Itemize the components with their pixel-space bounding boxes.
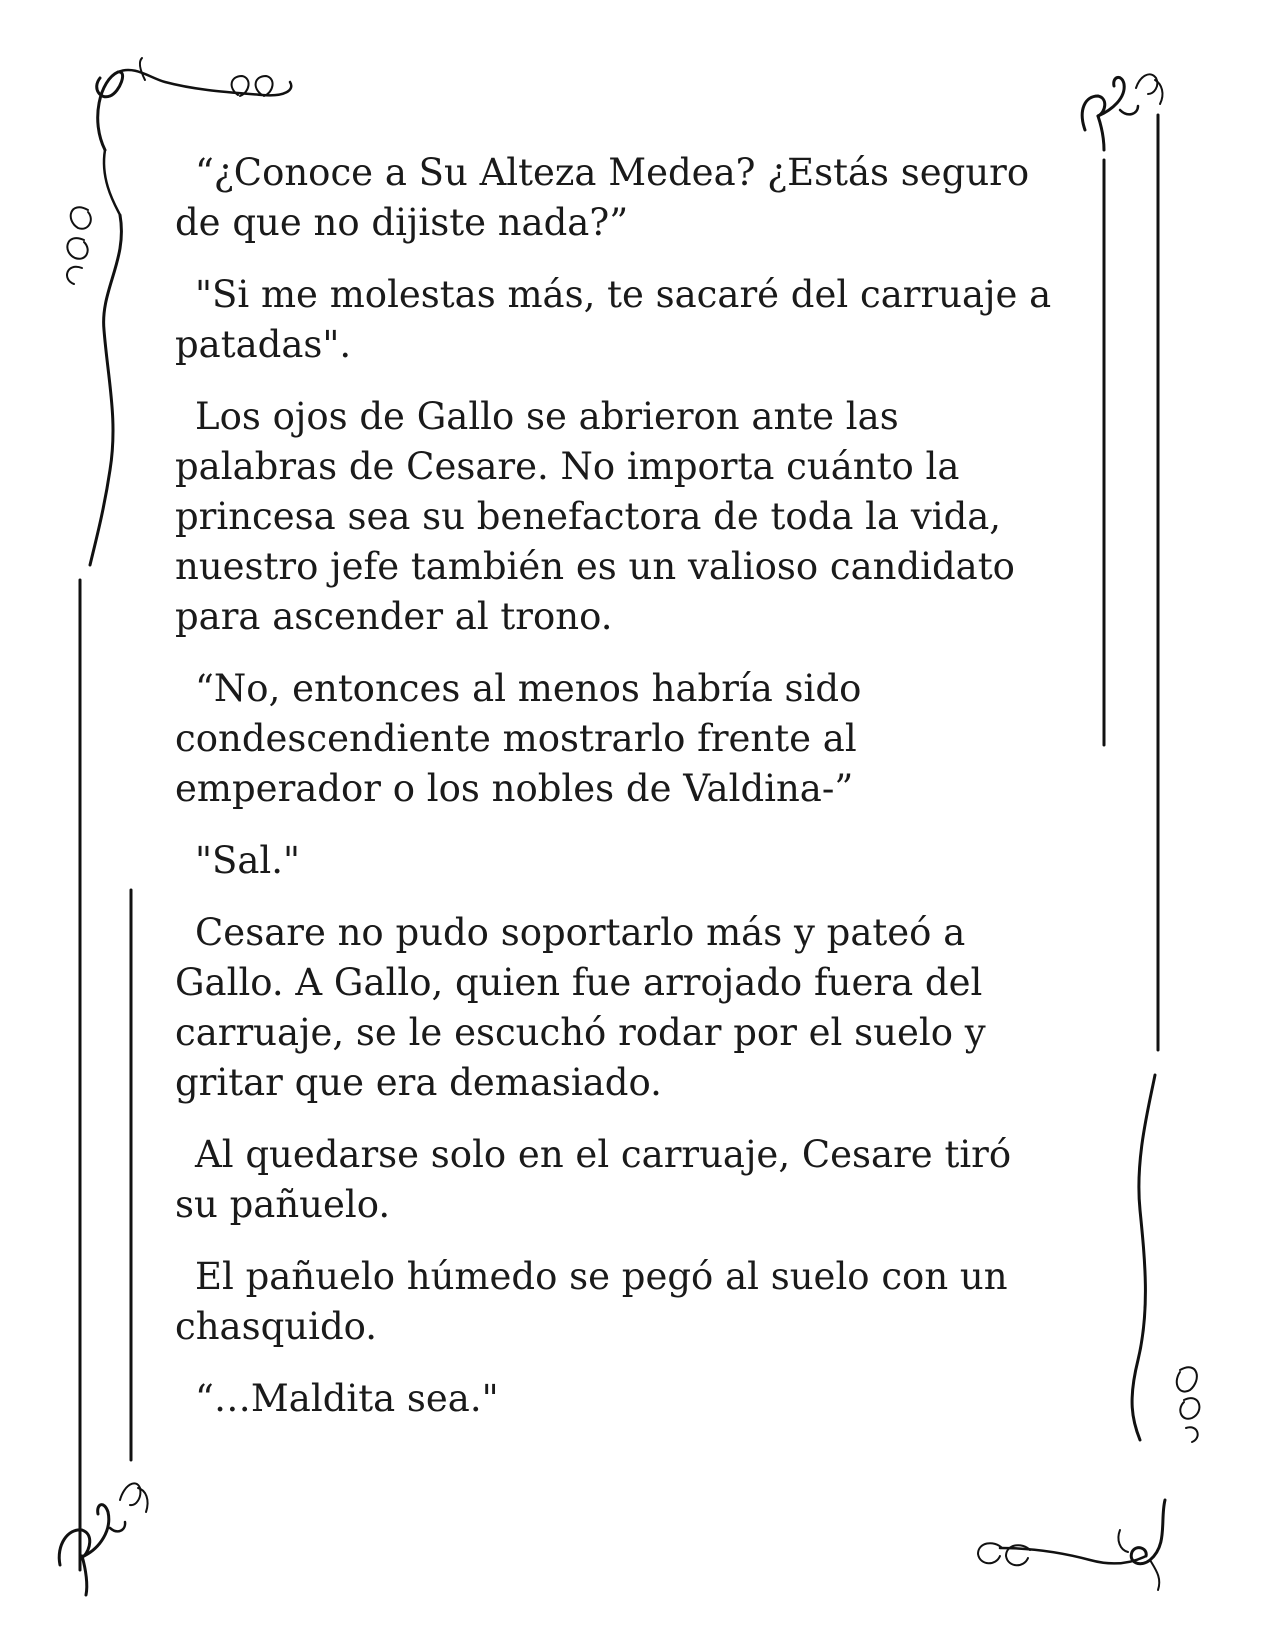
paragraph-4: “No, entonces al menos habría sido condescendiente mostrarlo frente al emperador o los nobles de Valdina-” — [175, 667, 862, 810]
paragraph-8: El pañuelo húmedo se pegó al suelo con un chasquido. — [175, 1255, 1008, 1348]
paragraph-1: “¿Conoce a Su Alteza Medea? ¿Estás seguro de que no dijiste nada?” — [175, 151, 1030, 244]
paragraph-2: "Si me molestas más, te sacaré del carruaje a patadas". — [175, 273, 1052, 366]
flourish-top-right-icon — [1082, 74, 1162, 150]
story-text — [175, 148, 1075, 1446]
paragraph-3: Los ojos de Gallo se abrieron ante las palabras de Cesare. No importa cuánto la princesa sea su benefactora de toda la vida, nuestro jefe también es un valioso candidato para ascender al trono. — [175, 395, 1015, 638]
paragraph-5: "Sal." — [195, 839, 301, 882]
paragraph-9: “…Maldita sea." — [195, 1377, 499, 1420]
paragraph-7: Al quedarse solo en el carruaje, Cesare tiró su pañuelo. — [175, 1133, 1012, 1226]
paragraph-6: Cesare no pudo soportarlo más y pateó a Gallo. A Gallo, quien fue arrojado fuera del carruaje, se le escuchó rodar por el suelo y gritar que era demasiado. — [175, 911, 986, 1104]
flourish-bottom-left-icon — [59, 1483, 147, 1595]
